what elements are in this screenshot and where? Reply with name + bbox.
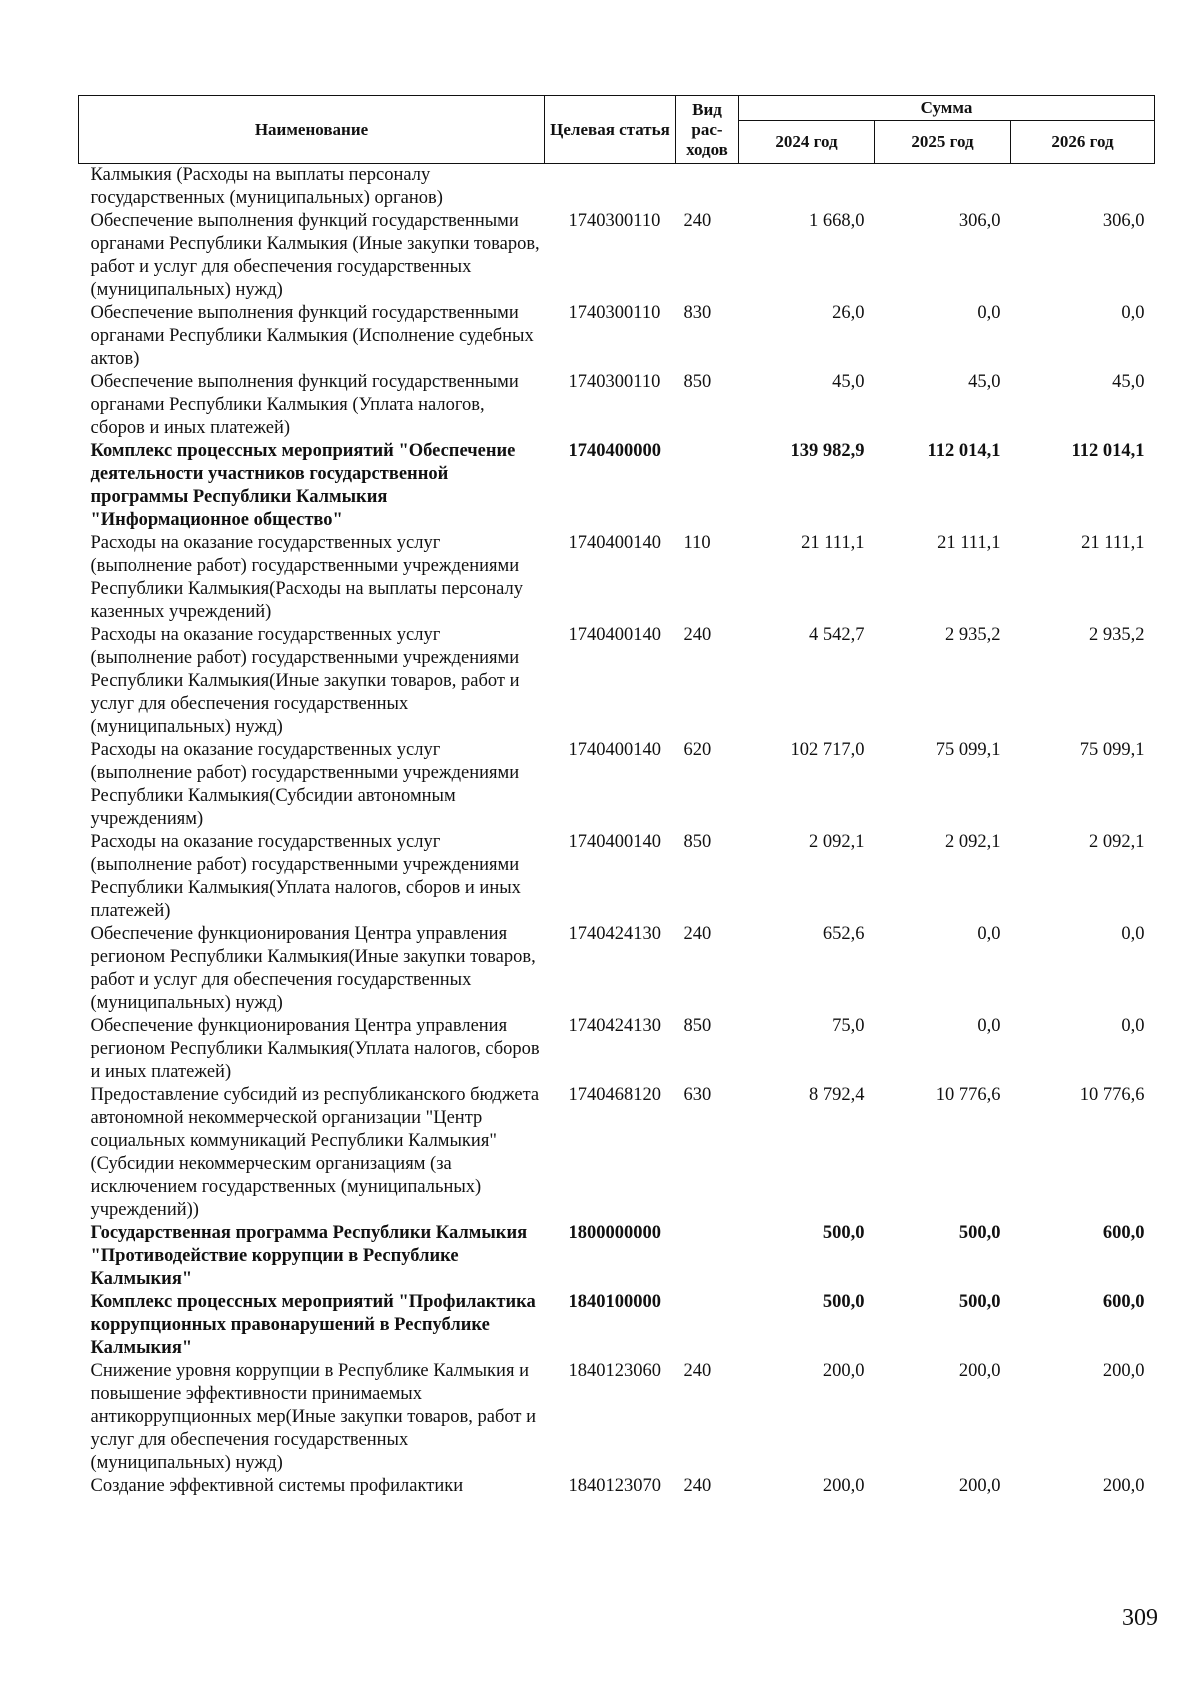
table-row xyxy=(79,1222,1155,1291)
table-row xyxy=(79,1360,1155,1475)
row-amount-2026 xyxy=(1011,164,1155,211)
row-amount-2024: 21 111,1 xyxy=(801,533,865,553)
header-name: Наименование xyxy=(79,96,545,164)
row-target-code: 1840100000 xyxy=(568,1292,661,1312)
row-amount-2025: 0,0 xyxy=(977,924,1001,944)
row-amount-2025: 200,0 xyxy=(958,1361,1001,1381)
table-body xyxy=(79,164,1155,1499)
table-row xyxy=(79,1475,1155,1498)
table-row xyxy=(79,210,1155,302)
row-amount-2024: 200,0 xyxy=(822,1361,865,1381)
row-expense-type: 240 xyxy=(683,1476,712,1496)
row-amount-2025: 500,0 xyxy=(958,1292,1001,1312)
row-expense-type: 630 xyxy=(683,1085,712,1105)
row-target-code: 1740424130 xyxy=(568,924,661,944)
header-code: Целевая статья xyxy=(545,96,676,164)
row-amount-2026: 0,0 xyxy=(1121,924,1145,944)
row-expense-type xyxy=(676,164,739,211)
row-amount-2025: 0,0 xyxy=(977,1016,1001,1036)
row-amount-2025: 2 092,1 xyxy=(945,832,1001,852)
row-expense-type: 850 xyxy=(683,832,712,852)
table-row xyxy=(79,624,1155,739)
table-row xyxy=(79,831,1155,923)
row-amount-2025: 2 935,2 xyxy=(945,625,1001,645)
header-sum: Сумма xyxy=(739,96,1155,121)
row-amount-2024: 45,0 xyxy=(832,372,865,392)
row-name: Комплекс процессных мероприятий "Обеспечение деятельности участников государственной программы Республики Калмыкия "Информационное общество" xyxy=(90,441,516,530)
row-target-code xyxy=(545,164,676,211)
row-name: Калмыкия (Расходы на выплаты персоналу государственных (муниципальных) органов) xyxy=(90,165,443,208)
row-amount-2025: 0,0 xyxy=(977,303,1001,323)
row-amount-2024: 26,0 xyxy=(832,303,865,323)
row-expense-type: 240 xyxy=(683,924,712,944)
table-row xyxy=(79,302,1155,371)
table-row xyxy=(79,164,1155,211)
table-row xyxy=(79,1084,1155,1222)
row-expense-type xyxy=(676,1222,739,1291)
row-amount-2026: 600,0 xyxy=(1102,1292,1145,1312)
row-amount-2026: 112 014,1 xyxy=(1071,441,1145,461)
row-amount-2026: 200,0 xyxy=(1102,1361,1145,1381)
row-amount-2025: 200,0 xyxy=(958,1476,1001,1496)
row-name: Государственная программа Республики Калмыкия "Противодействие коррупции в Республике Калмыкия" xyxy=(90,1223,528,1289)
row-name: Обеспечение выполнения функций государственными органами Республики Калмыкия (Уплата налогов, сборов и иных платежей) xyxy=(90,372,519,438)
row-expense-type: 830 xyxy=(683,303,712,323)
row-name: Обеспечение выполнения функций государственными органами Республики Калмыкия (Исполнение судебных актов) xyxy=(90,303,534,369)
row-amount-2026: 0,0 xyxy=(1121,303,1145,323)
row-amount-2026: 21 111,1 xyxy=(1081,533,1145,553)
row-amount-2024: 139 982,9 xyxy=(790,441,865,461)
row-expense-type: 620 xyxy=(683,740,712,760)
row-name: Снижение уровня коррупции в Республике Калмыкия и повышение эффективности принимаемых антикоррупционных мер(Иные закупки товаров, работ и услуг для обеспечения государственных (муниципальных) нужд) xyxy=(90,1361,536,1473)
row-amount-2024: 1 668,0 xyxy=(809,211,865,231)
row-amount-2026: 600,0 xyxy=(1102,1223,1145,1243)
row-name: Создание эффективной системы профилактики xyxy=(90,1476,464,1496)
table-row xyxy=(79,371,1155,440)
row-amount-2026: 306,0 xyxy=(1102,211,1145,231)
row-amount-2026: 2 092,1 xyxy=(1089,832,1145,852)
row-amount-2025: 112 014,1 xyxy=(927,441,1001,461)
row-target-code: 1740424130 xyxy=(568,1016,661,1036)
row-amount-2024 xyxy=(739,164,875,211)
row-amount-2026: 75 099,1 xyxy=(1079,740,1145,760)
table-row xyxy=(79,1015,1155,1084)
row-amount-2024: 8 792,4 xyxy=(809,1085,865,1105)
row-name: Обеспечение функционирования Центра управления регионом Республики Калмыкия(Иные закупки товаров, работ и услуг для обеспечения государственных (муниципальных) нужд) xyxy=(90,924,536,1013)
row-amount-2025: 10 776,6 xyxy=(935,1085,1001,1105)
row-expense-type: 850 xyxy=(683,1016,712,1036)
row-target-code: 1740300110 xyxy=(568,303,661,323)
row-name: Расходы на оказание государственных услуг (выполнение работ) государственными учреждениями Республики Калмыкия(Уплата налогов, сборов и иных платежей) xyxy=(90,832,521,921)
row-amount-2024: 4 542,7 xyxy=(809,625,865,645)
row-target-code: 1740400140 xyxy=(568,740,661,760)
row-expense-type: 240 xyxy=(683,211,712,231)
row-amount-2024: 200,0 xyxy=(822,1476,865,1496)
row-amount-2025: 75 099,1 xyxy=(935,740,1001,760)
row-target-code: 1840123070 xyxy=(568,1476,661,1496)
row-name: Расходы на оказание государственных услуг (выполнение работ) государственными учреждениями Республики Калмыкия(Субсидии автономным учреждениям) xyxy=(90,740,520,829)
row-expense-type: 240 xyxy=(683,1361,712,1381)
row-target-code: 1740300110 xyxy=(568,372,661,392)
header-year-2025: 2025 год xyxy=(875,121,1011,164)
row-amount-2026: 200,0 xyxy=(1102,1476,1145,1496)
row-amount-2026: 45,0 xyxy=(1112,372,1145,392)
header-year-2026: 2026 год xyxy=(1011,121,1155,164)
page-number: 309 xyxy=(1122,1605,1158,1631)
row-amount-2024: 652,6 xyxy=(822,924,865,944)
row-amount-2024: 500,0 xyxy=(822,1223,865,1243)
row-target-code: 1740300110 xyxy=(568,211,661,231)
row-amount-2026: 10 776,6 xyxy=(1079,1085,1145,1105)
row-expense-type: 110 xyxy=(683,533,711,553)
budget-table xyxy=(78,95,1155,1498)
row-amount-2026: 2 935,2 xyxy=(1089,625,1145,645)
row-name: Комплекс процессных мероприятий "Профилактика коррупционных правонарушений в Республике Калмыкия" xyxy=(90,1292,536,1358)
row-target-code: 1740400140 xyxy=(568,625,661,645)
table-row xyxy=(79,440,1155,532)
row-target-code: 1740400140 xyxy=(568,533,661,553)
row-amount-2024: 2 092,1 xyxy=(809,832,865,852)
row-target-code: 1800000000 xyxy=(568,1223,661,1243)
row-amount-2025: 500,0 xyxy=(958,1223,1001,1243)
row-target-code: 1740400140 xyxy=(568,832,661,852)
row-name: Расходы на оказание государственных услуг (выполнение работ) государственными учреждениями Республики Калмыкия(Расходы на выплаты персоналу казенных учреждений) xyxy=(90,533,524,622)
budget-table-sheet xyxy=(78,95,1154,1498)
row-amount-2025 xyxy=(875,164,1011,211)
table-row xyxy=(79,532,1155,624)
row-amount-2026: 0,0 xyxy=(1121,1016,1145,1036)
row-name: Расходы на оказание государственных услуг (выполнение работ) государственными учреждениями Республики Калмыкия(Иные закупки товаров, работ и услуг для обеспечения государственных (муниципальных) нужд) xyxy=(90,625,520,737)
header-type: Вид рас-ходов xyxy=(676,96,739,164)
table-row xyxy=(79,923,1155,1015)
row-target-code: 1740468120 xyxy=(568,1085,661,1105)
row-target-code: 1740400000 xyxy=(568,441,661,461)
table-header xyxy=(79,96,1155,164)
row-amount-2024: 500,0 xyxy=(822,1292,865,1312)
row-expense-type xyxy=(676,440,739,532)
row-name: Предоставление субсидий из республиканского бюджета автономной некоммерческой организации "Центр социальных коммуникаций Республики Калмыкия"(Субсидии некоммерческим организациям (за исключением государственных (муниципальных) учреждений)) xyxy=(90,1085,540,1220)
table-row xyxy=(79,739,1155,831)
header-year-2024: 2024 год xyxy=(739,121,875,164)
row-amount-2025: 306,0 xyxy=(958,211,1001,231)
row-target-code: 1840123060 xyxy=(568,1361,661,1381)
row-expense-type: 240 xyxy=(683,625,712,645)
row-amount-2024: 75,0 xyxy=(832,1016,865,1036)
row-amount-2025: 21 111,1 xyxy=(937,533,1001,553)
table-row xyxy=(79,1291,1155,1360)
row-name: Обеспечение функционирования Центра управления регионом Республики Калмыкия(Уплата налогов, сборов и иных платежей) xyxy=(90,1016,540,1082)
row-amount-2024: 102 717,0 xyxy=(790,740,865,760)
row-expense-type xyxy=(676,1291,739,1360)
row-name: Обеспечение выполнения функций государственными органами Республики Калмыкия (Иные закупки товаров, работ и услуг для обеспечения государственных (муниципальных) нужд) xyxy=(90,211,540,300)
row-expense-type: 850 xyxy=(683,372,712,392)
row-amount-2025: 45,0 xyxy=(968,372,1001,392)
